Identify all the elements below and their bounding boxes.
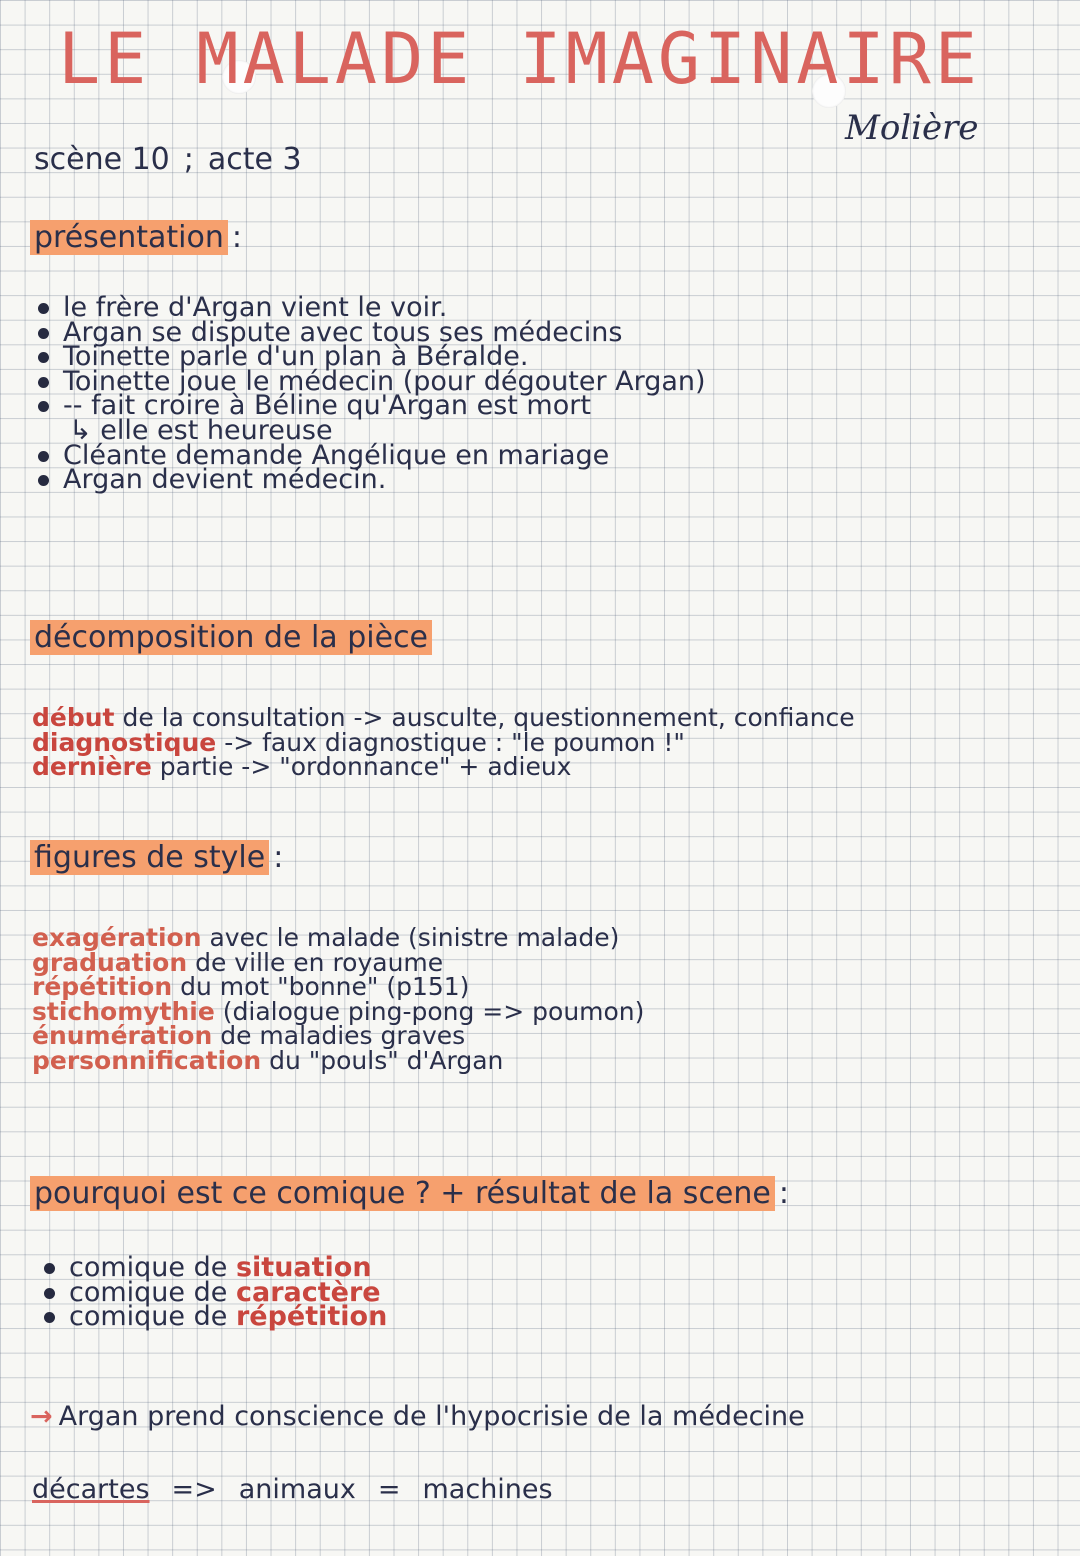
list-item: énumération de maladies graves bbox=[32, 1021, 466, 1051]
bottom-left: décartes bbox=[32, 1474, 150, 1505]
section-heading-presentation: présentation : bbox=[30, 220, 242, 255]
list-item: dernière partie -> "ordonnance" + adieux bbox=[32, 752, 572, 782]
list-item: Toinette parle d'un plan à Béralde. bbox=[38, 345, 706, 370]
figures-heading: figures de style bbox=[30, 840, 269, 875]
list-item: comique de caractère bbox=[44, 1281, 387, 1306]
bottom-middle: animaux bbox=[238, 1474, 356, 1505]
conclusion-line bbox=[30, 1401, 805, 1432]
conclusion-text: Argan prend conscience de l'hypocrisie de la médecine bbox=[58, 1401, 805, 1432]
list-item: début de la consultation -> ausculte, questionnement, confiance bbox=[32, 703, 855, 732]
list-item: répétition du mot "bonne" (p151) bbox=[32, 972, 470, 1002]
act-number: acte 3 bbox=[207, 142, 302, 177]
presentation-heading: présentation bbox=[30, 220, 228, 255]
list-item: exagération avec le malade (sinistre malade) bbox=[32, 923, 620, 952]
list-item: Argan se dispute avec tous ses médecins bbox=[38, 321, 706, 346]
author-name: Molière bbox=[845, 108, 979, 148]
figures-list bbox=[32, 923, 645, 1075]
comique-list bbox=[44, 1252, 388, 1333]
page-title: LE MALADE IMAGINAIRE bbox=[58, 18, 981, 100]
decomposition-heading: décomposition de la pièce bbox=[30, 620, 432, 655]
bullet-dot-icon bbox=[38, 475, 49, 486]
list-item: -- fait croire à Béline qu'Argan est mort bbox=[38, 394, 706, 419]
bullet-dot-icon bbox=[44, 1263, 55, 1274]
section-heading-decomposition bbox=[30, 620, 432, 655]
bottom-right: machines bbox=[422, 1474, 553, 1505]
list-item: Argan devient médecin. bbox=[38, 468, 706, 493]
decomposition-list bbox=[32, 703, 855, 782]
bullet-dot-icon bbox=[38, 328, 49, 339]
bullet-dot-icon bbox=[44, 1312, 55, 1323]
bullet-dot-icon bbox=[38, 303, 49, 314]
scene-number: scène 10 bbox=[34, 142, 170, 177]
list-item: personnification du "pouls" d'Argan bbox=[32, 1045, 504, 1075]
section-heading-comique: pourquoi est ce comique ? + résultat de la scene : bbox=[30, 1176, 789, 1211]
section-heading-figures: figures de style : bbox=[30, 840, 283, 875]
bullet-dot-icon bbox=[38, 401, 49, 412]
list-item: Cléante demande Angélique en mariage bbox=[38, 444, 706, 469]
list-item: graduation de ville en royaume bbox=[32, 947, 444, 977]
bottom-line bbox=[32, 1474, 553, 1505]
bullet-dot-icon bbox=[38, 352, 49, 363]
list-item: stichomythie (dialogue ping-pong => poumon) bbox=[32, 996, 645, 1026]
scene-line: scène 10 ; acte 3 bbox=[34, 142, 302, 177]
bullet-dot-icon bbox=[44, 1288, 55, 1299]
arrow-right-icon: → bbox=[30, 1401, 53, 1432]
bottom-arrow: => bbox=[171, 1474, 217, 1505]
comique-heading: pourquoi est ce comique ? + résultat de la scene bbox=[30, 1176, 775, 1211]
bullet-dot-icon bbox=[38, 451, 49, 462]
list-item: comique de répétition bbox=[44, 1305, 387, 1330]
list-item: comique de situation bbox=[44, 1256, 387, 1281]
list-item: ↳ elle est heureuse bbox=[69, 414, 333, 446]
list-item: Toinette joue le médecin (pour dégouter Argan) bbox=[38, 370, 706, 395]
bullet-dot-icon bbox=[38, 377, 49, 388]
list-item: le frère d'Argan vient le voir. bbox=[38, 296, 706, 321]
list-item: diagnostique -> faux diagnostique : "le poumon !" bbox=[32, 727, 685, 757]
presentation-list bbox=[38, 292, 706, 496]
bottom-equals: = bbox=[377, 1474, 401, 1505]
